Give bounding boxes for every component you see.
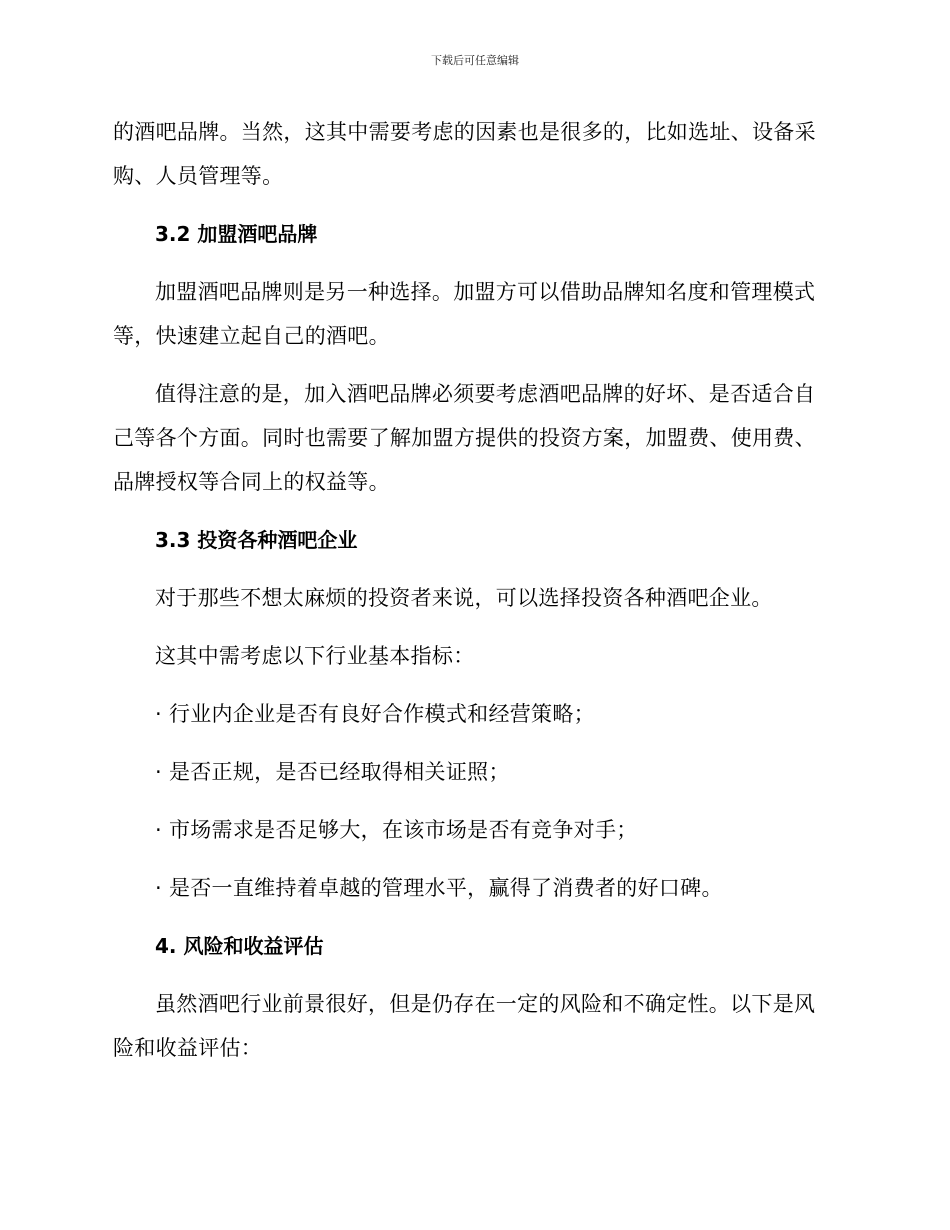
paragraph-risk-intro: 虽然酒吧行业前景很好，但是仍存在一定的风险和不确定性。以下是风险和收益评估：: [113, 992, 816, 1060]
list-item: · 是否正规，是否已经取得相关证照；: [155, 760, 510, 784]
paragraph-franchise-intro: 加盟酒吧品牌则是另一种选择。加盟方可以借助品牌知名度和管理模式等，快速建立起自己的酒吧。: [113, 280, 816, 348]
paragraph-invest-intro: 对于那些不想太麻烦的投资者来说，可以选择投资各种酒吧企业。: [155, 586, 773, 610]
list-item: · 行业内企业是否有良好合作模式和经营策略；: [155, 702, 595, 726]
section-heading-3-2: 3.2 加盟酒吧品牌: [155, 222, 318, 246]
list-item: · 市场需求是否足够大，在该市场是否有竞争对手；: [155, 818, 638, 842]
section-heading-3-3: 3.3 投资各种酒吧企业: [155, 528, 358, 552]
paragraph-franchise-notes: 值得注意的是，加入酒吧品牌必须要考虑酒吧品牌的好坏、是否适合自己等各个方面。同时也需要了解加盟方提供的投资方案，加盟费、使用费、品牌授权等合同上的权益等。: [113, 382, 816, 494]
paragraph-brand-continuation: 的酒吧品牌。当然，这其中需要考虑的因素也是很多的，比如选址、设备采购、人员管理等。: [113, 120, 816, 188]
document-body: [113, 110, 833, 1070]
section-heading-4: 4. 风险和收益评估: [155, 934, 324, 958]
page-header: 下载后可任意编辑: [431, 54, 519, 67]
paragraph-indicators-intro: 这其中需考虑以下行业基本指标：: [155, 644, 475, 668]
list-item: · 是否一直维持着卓越的管理水平，赢得了消费者的好口碑。: [155, 876, 723, 900]
